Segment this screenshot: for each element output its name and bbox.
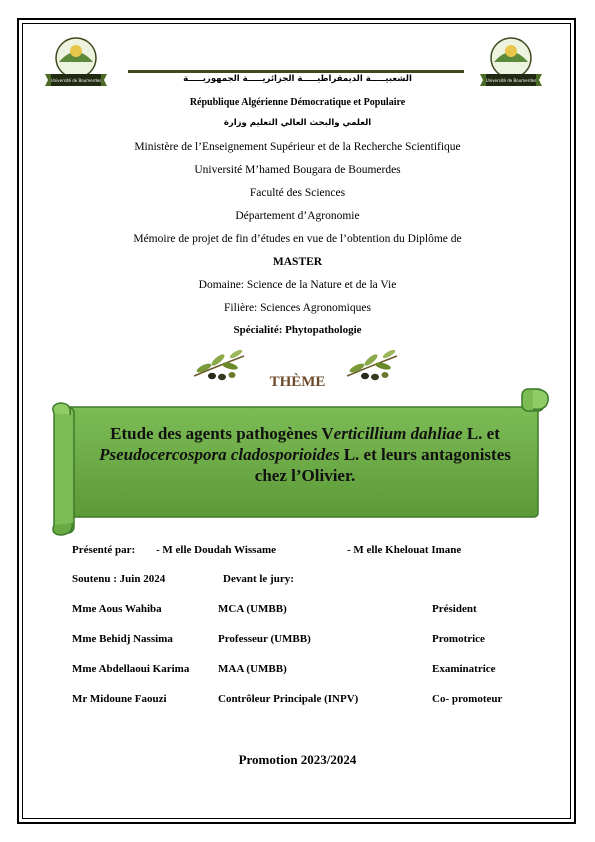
theme-label: THÈME (269, 374, 326, 390)
jury-role: Co- promoteur (432, 693, 503, 705)
specialite-line: Spécialité: Phytopathologie (233, 324, 362, 336)
jury-grade: Contrôleur Principale (INPV) (218, 693, 359, 705)
presented-label: Présenté par: (72, 544, 136, 556)
ministry-name: Ministère de l’Enseignement Supérieur et de la Recherche Scientifique (134, 141, 461, 153)
jury-name: Mme Behidj Nassima (72, 633, 173, 645)
thesis-title-part3: L. et (462, 424, 500, 443)
header-rule (128, 70, 464, 73)
thesis-title-species2: Pseudocercospora cladosporioides (99, 445, 340, 464)
jury-role: Promotrice (432, 633, 485, 645)
jury-name: Mme Aous Wahiba (72, 603, 162, 615)
thesis-title-part5: L. et leurs antagonistes (339, 445, 511, 464)
thesis-title-species1: erticillium dahliae (333, 424, 463, 443)
memoire-line: Mémoire de projet de fin d’études en vue de l’obtention du Diplôme de (133, 233, 462, 245)
jury-grade: Professeur (UMBB) (218, 633, 311, 645)
university-name: Université M’hamed Bougara de Boumerdes (194, 164, 401, 176)
thesis-title (80, 423, 530, 486)
republic-title: République Algérienne Démocratique et Populaire (189, 97, 406, 108)
arabic-ministry-title: العلمي والبحث العالي التعليم وزارة (223, 118, 372, 128)
degree-name: MASTER (272, 256, 323, 268)
university-logo-left (45, 32, 107, 94)
jury-role: Président (432, 603, 477, 615)
student-name-2: - M elle Khelouat Imane (347, 544, 462, 556)
arabic-republic-title: الشعبيـــــة الديمقراطيـــــة الجزائريـــــة الجمهوريـــــة (183, 74, 412, 84)
jury-label: Devant le jury: (223, 573, 294, 585)
domain-line: Domaine: Science de la Nature et de la Vie (198, 279, 397, 291)
filiere-line: Filière: Sciences Agronomiques (224, 302, 371, 314)
jury-grade: MAA (UMBB) (218, 663, 287, 675)
jury-role: Examinatrice (432, 663, 496, 675)
thesis-title-part6: chez l’Olivier. (254, 466, 356, 485)
student-name-1: - M elle Doudah Wissame (156, 544, 276, 556)
promotion-year: Promotion 2023/2024 (238, 752, 357, 767)
svg-text:Université de Boumerdes: Université de Boumerdes (485, 78, 537, 83)
defense-date: Soutenu : Juin 2024 (72, 573, 166, 585)
department-name: Département d’Agronomie (235, 210, 360, 222)
university-logo-right (480, 32, 542, 94)
svg-text:Université de Boumerdes: Université de Boumerdes (50, 78, 102, 83)
jury-name: Mr Midoune Faouzi (72, 693, 167, 705)
thesis-title-part1: Etude des agents pathogènes V (110, 424, 334, 443)
jury-grade: MCA (UMBB) (218, 603, 287, 615)
faculty-name: Faculté des Sciences (249, 187, 346, 199)
jury-name: Mme Abdellaoui Karima (72, 663, 190, 675)
